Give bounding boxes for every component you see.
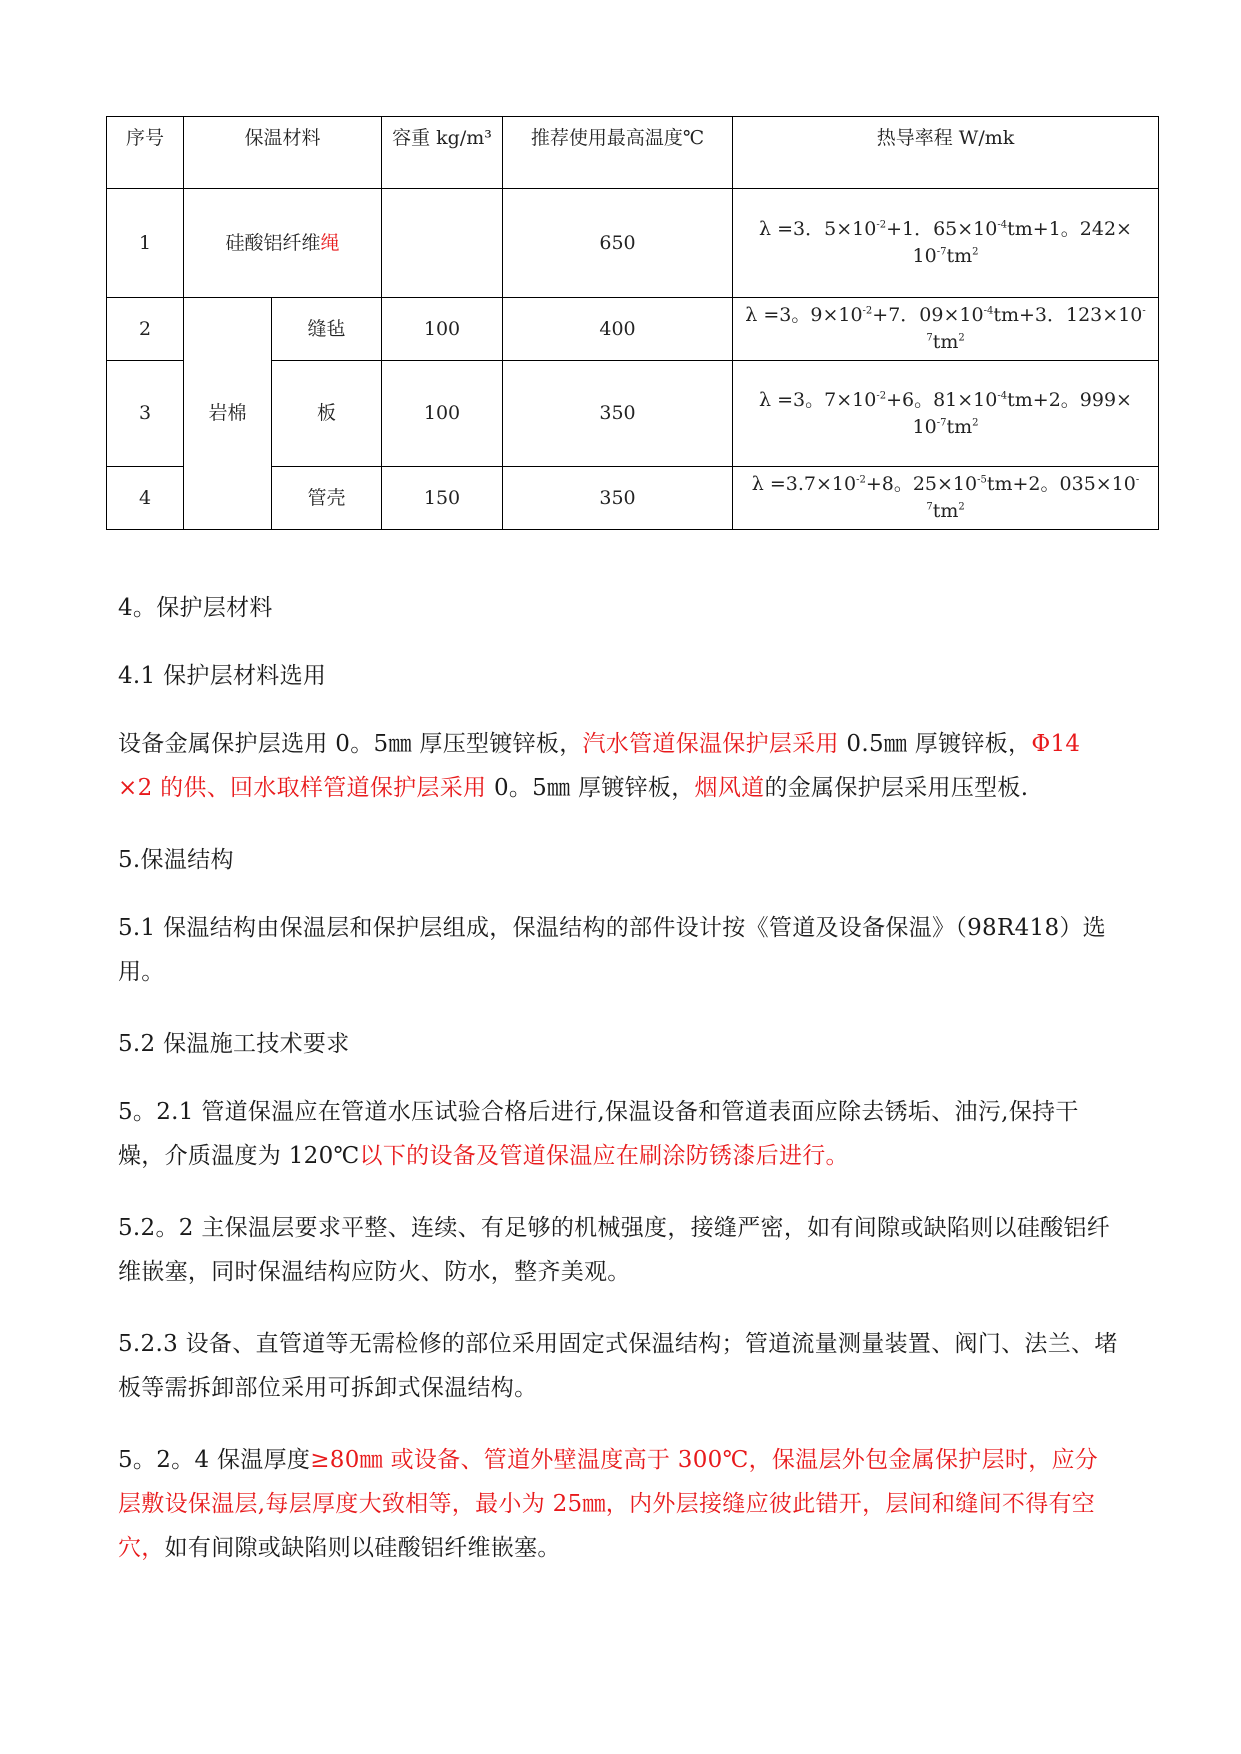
row-density: 100 [382,298,503,361]
header-material: 保温材料 [184,117,382,189]
row-temp: 650 [503,189,733,298]
row-density [382,189,503,298]
row-sub: 缝毡 [272,298,382,361]
section-4-1-body: 设备金属保护层选用 0。5㎜ 厚压型镀锌板，汽水管道保温保护层采用 0.5㎜ 厚镀锌板，Φ14 ×2 的供、回水取样管道保护层采用 0。5㎜ 厚镀锌板，烟风道的金属保护层采用压型板. [118,731,1081,801]
header-density: 容重 kg/m³ [382,117,503,189]
row-no: 1 [107,189,184,298]
row-no: 3 [107,361,184,467]
row-sub: 管壳 [272,467,382,530]
row-density: 150 [382,467,503,530]
insulation-materials-table [106,116,1159,530]
row-formula: λ =3。$9\times 10^{-2}+7$．$09\times 10^{-4}tm+3$．$123\times 10^{-7}tm^2$ [733,298,1159,361]
section-5-2-3-body: 5.2.3 设备、直管道等无需检修的部位采用固定式保温结构；管道流量测量装置、阀门、法兰、堵板等需拆卸部位采用可拆卸式保温结构。 [118,1331,1118,1401]
row-formula: λ =3．$5\times 10^{-2}+1$．$65\times 10^{-4}tm+1$。242× $10^{-7}tm^2$ [733,189,1159,298]
section-5-2-title: 5.2 保温施工技术要求 [118,1031,350,1057]
header-max-temp: 推荐使用最高温度℃ [503,117,733,189]
row-formula: $\lambda =3.7\times 10^{-2}+8$。$25\times 10^{-5}tm+2$。$035\times 10^{-7}tm^2$ [733,467,1159,530]
header-no: 序号 [107,117,184,189]
section-5-2-2-body: 5.2。2 主保温层要求平整、连续、有足够的机械强度，接缝严密，如有间隙或缺陷则以硅酸铝纤维嵌塞，同时保温结构应防火、防水，整齐美观。 [118,1215,1111,1285]
row-temp: 400 [503,298,733,361]
header-conductivity: 热导率程 W/mk [733,117,1159,189]
row-material: 硅酸铝纤维绳 [184,189,382,298]
row-temp: 350 [503,361,733,467]
section-4-title: 4。保护层材料 [118,595,273,621]
row-temp: 350 [503,467,733,530]
section-5-2-1-body: 5。2.1 管道保温应在管道水压试验合格后进行,保温设备和管道表面应除去锈垢、油污,保持干燥，介质温度为 120℃以下的设备及管道保温应在刷涂防锈漆后进行。 [118,1099,1079,1169]
section-5-title: 5.保温结构 [118,847,234,873]
row-density: 100 [382,361,503,467]
row-sub: 板 [272,361,382,467]
table-header-row [107,117,1159,189]
section-5-1-body: 5.1 保温结构由保温层和保护层组成，保温结构的部件设计按《管道及设备保温》（98R418）选用。 [118,915,1106,985]
section-4-1-title: 4.1 保护层材料选用 [118,663,327,689]
row-no: 2 [107,298,184,361]
row-no: 4 [107,467,184,530]
section-5-2-4-body: 5。2。4 保温厚度≥80㎜ 或设备、管道外壁温度高于 300℃，保温层外包金属保护层时，应分层敷设保温层,每层厚度大致相等，最小为 25㎜，内外层接缝应彼此错开，层间和缝间不得有空穴，如有间隙或缺陷则以硅酸铝纤维嵌塞。 [118,1447,1099,1561]
table-row [107,298,1159,361]
row-group: 岩棉 [184,298,272,530]
row-formula: λ =3。$7\times 10^{-2}+6$。$81\times 10^{-4}tm+2$。999× $10^{-7}tm^2$ [733,361,1159,467]
table-row [107,189,1159,298]
